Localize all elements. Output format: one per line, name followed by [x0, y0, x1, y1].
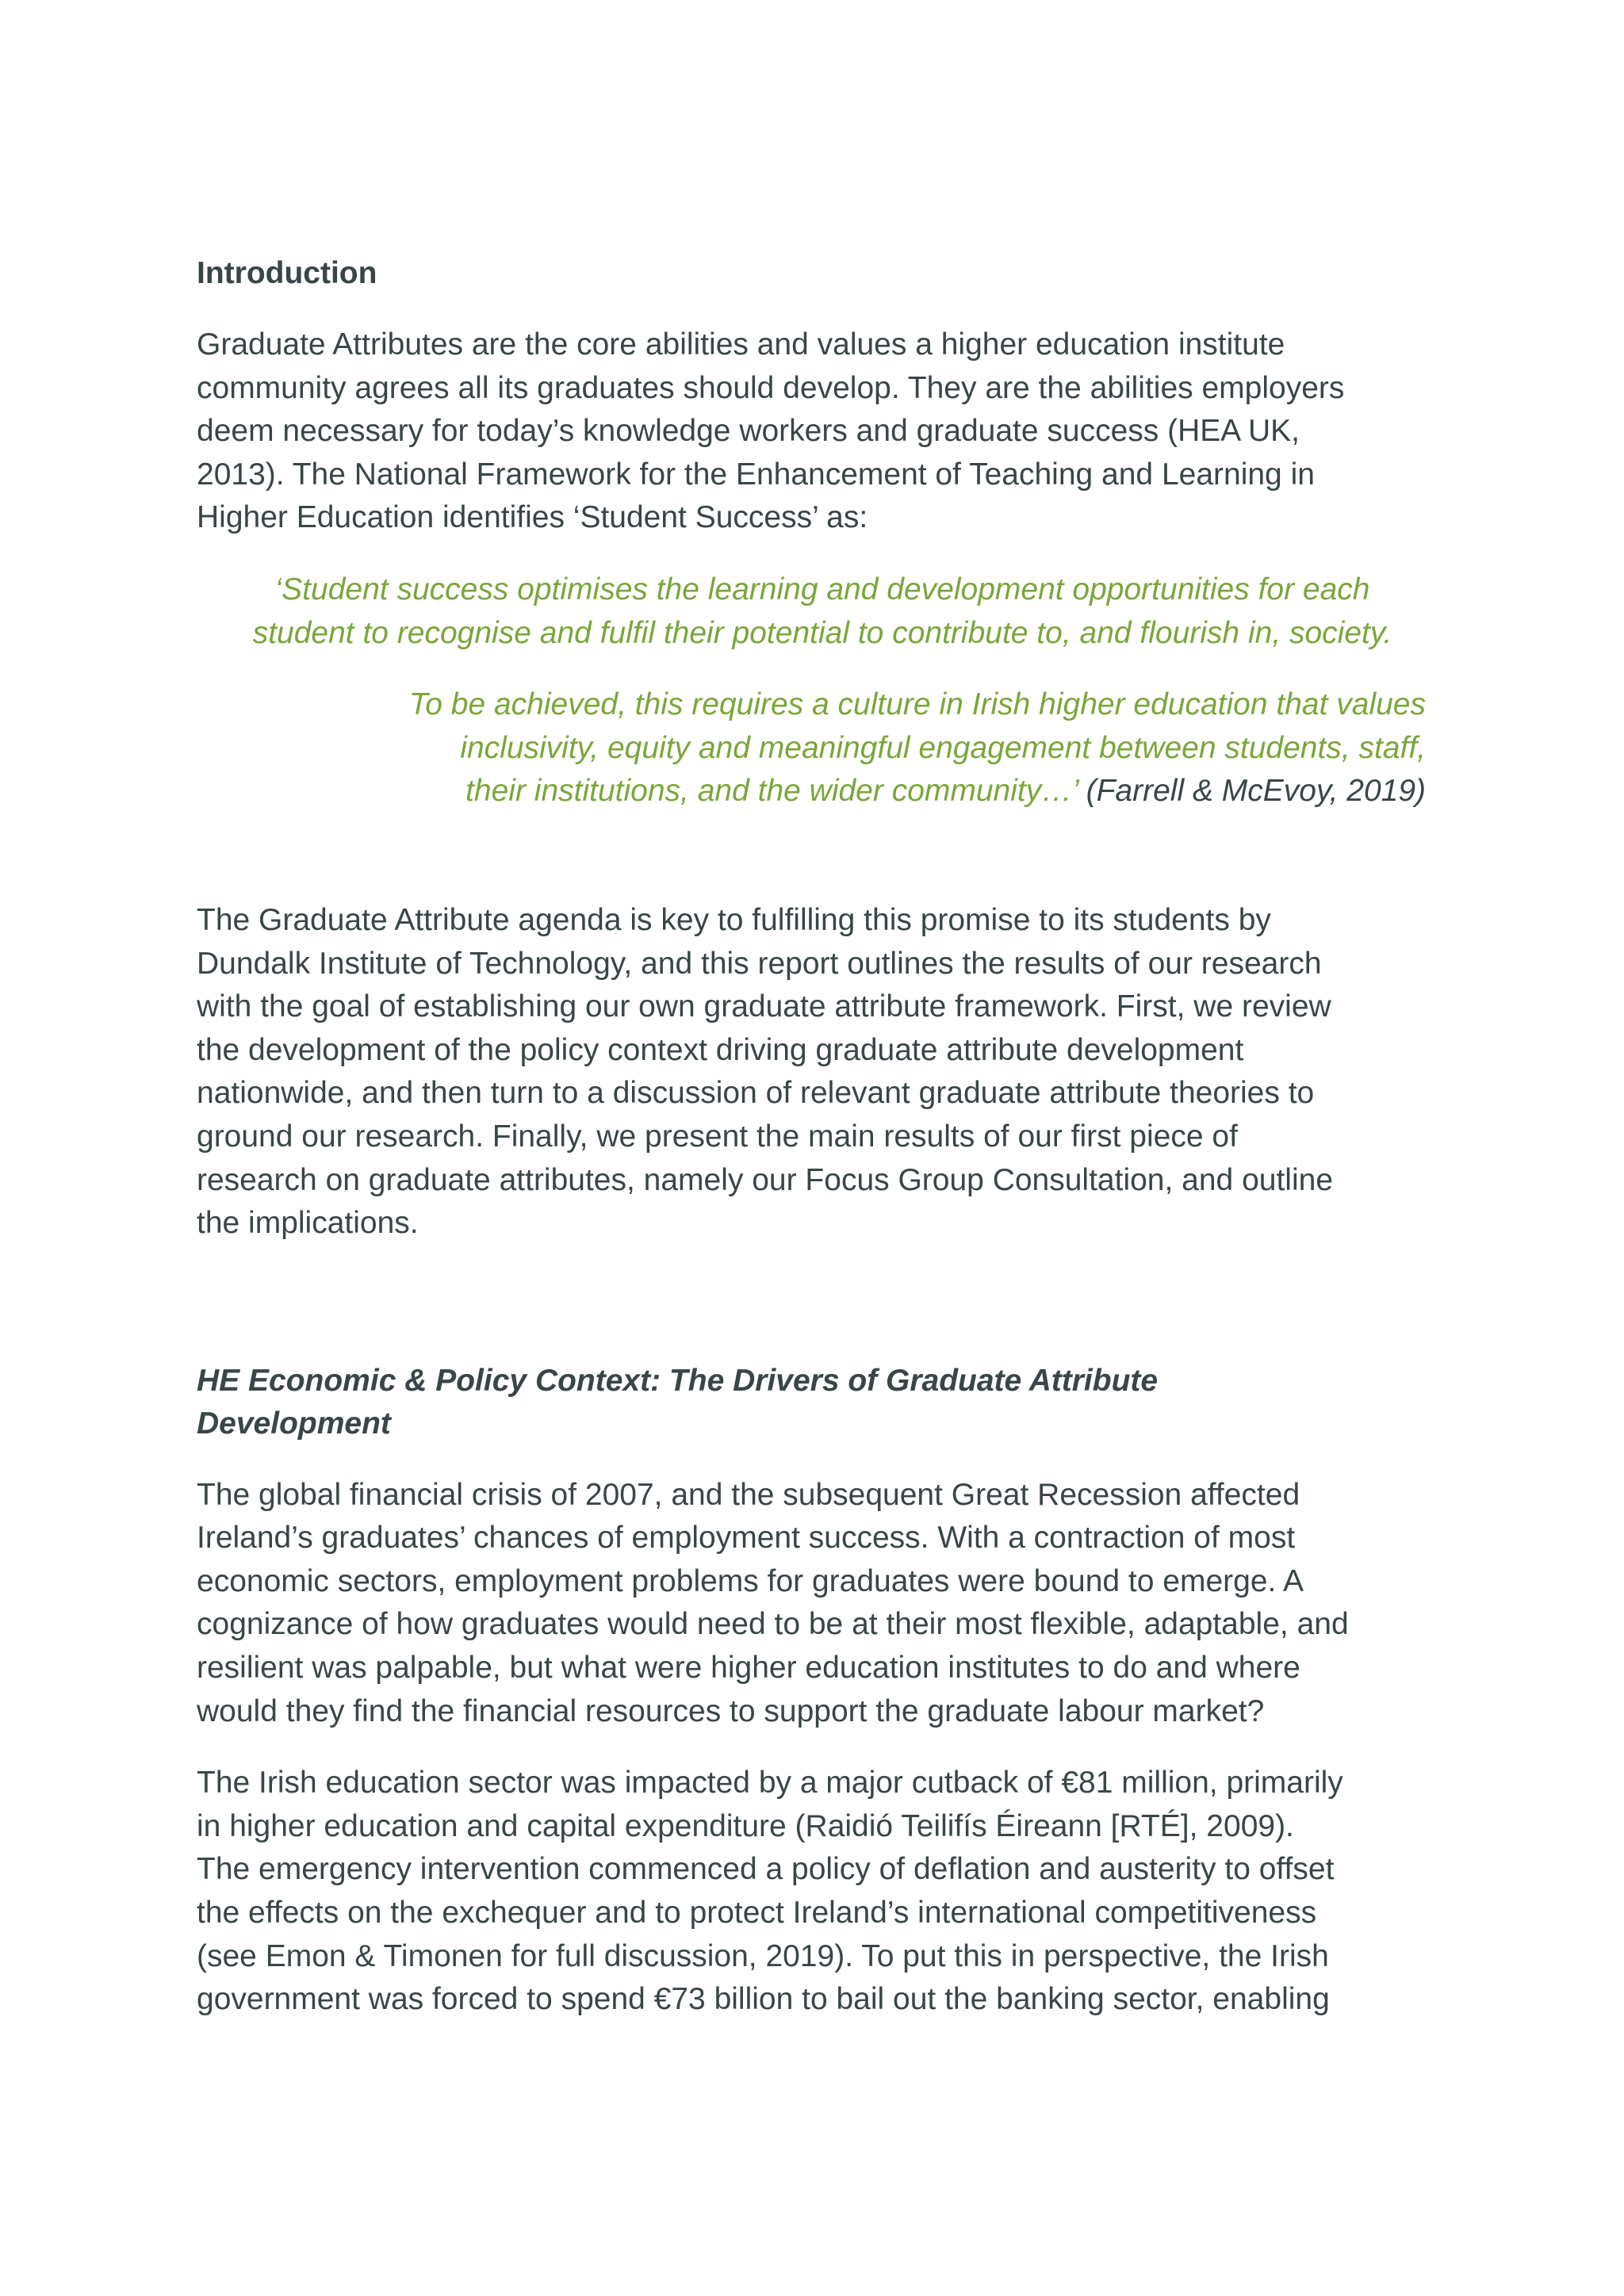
introduction-paragraph: Graduate Attributes are the core abilities and values a higher education institute community agrees all its graduates should develop. They are the abilities employers deem necessary for today’s knowledge workers and graduate success (HEA UK, 2013). The National Framework for the Enhancement of Teaching and Learning in Higher Education identifies ‘Student Success’ as:: [197, 327, 1345, 535]
student-success-quote-continued: [197, 683, 1426, 813]
student-success-quote: ‘Student success optimises the learning and development opportunities for each student to recognise and fulfil their potential to contribute to, and flourish in, society.: [252, 572, 1392, 650]
section-spacer: [197, 813, 1434, 899]
quote-continued-text: To be achieved, this requires a culture in Irish higher education that values inclusivity, equity and meaningful engagement between students, staff, their institutions, and the wider community…’: [409, 687, 1426, 809]
quote-citation: (Farrell & McEvoy, 2019): [1086, 774, 1426, 809]
graduate-attribute-agenda-paragraph: The Graduate Attribute agenda is key to fulfilling this promise to its students by Dundalk Institute of Technology, and this report outlines the results of our research with the goal of establishing our own graduate attribute framework. First, we review the development of the policy context driving graduate attribute development nationwide, and then turn to a discussion of relevant graduate attribute theories to ground our research. Finally, we present the main results of our first piece of research on graduate attributes, namely our Focus Group Consultation, and outline the implications.: [197, 902, 1334, 1241]
section-spacer: [197, 1274, 1434, 1360]
introduction-heading: Introduction: [197, 256, 377, 290]
education-cutback-paragraph: The Irish education sector was impacted by a major cutback of €81 million, primarily in higher education and capital expenditure (Raidió Teilifís Éireann [RTÉ], 2009). The emergency intervention commenced a policy of deflation and austerity to offset the effects on the exchequer and to protect Ireland’s international competitiveness (see Emon & Timonen for full discussion, 2019). To put this in perspective, the Irish government was forced to spend €73 billion to bail out the banking sector, enabling: [197, 1766, 1343, 2017]
financial-crisis-paragraph: The global financial crisis of 2007, and the subsequent Great Recession affected Ireland’s graduates’ chances of employment success. With a contraction of most economic sectors, employment problems for graduates were bound to emerge. A cognizance of how graduates would need to be at their most flexible, adaptable, and resilient was palpable, but what were higher education institutes to do and where would they find the financial resources to support the graduate labour market?: [197, 1477, 1349, 1728]
policy-context-heading: HE Economic & Policy Context: The Drivers of Graduate Attribute Development: [197, 1363, 1159, 1441]
page-content: [197, 252, 1434, 2050]
